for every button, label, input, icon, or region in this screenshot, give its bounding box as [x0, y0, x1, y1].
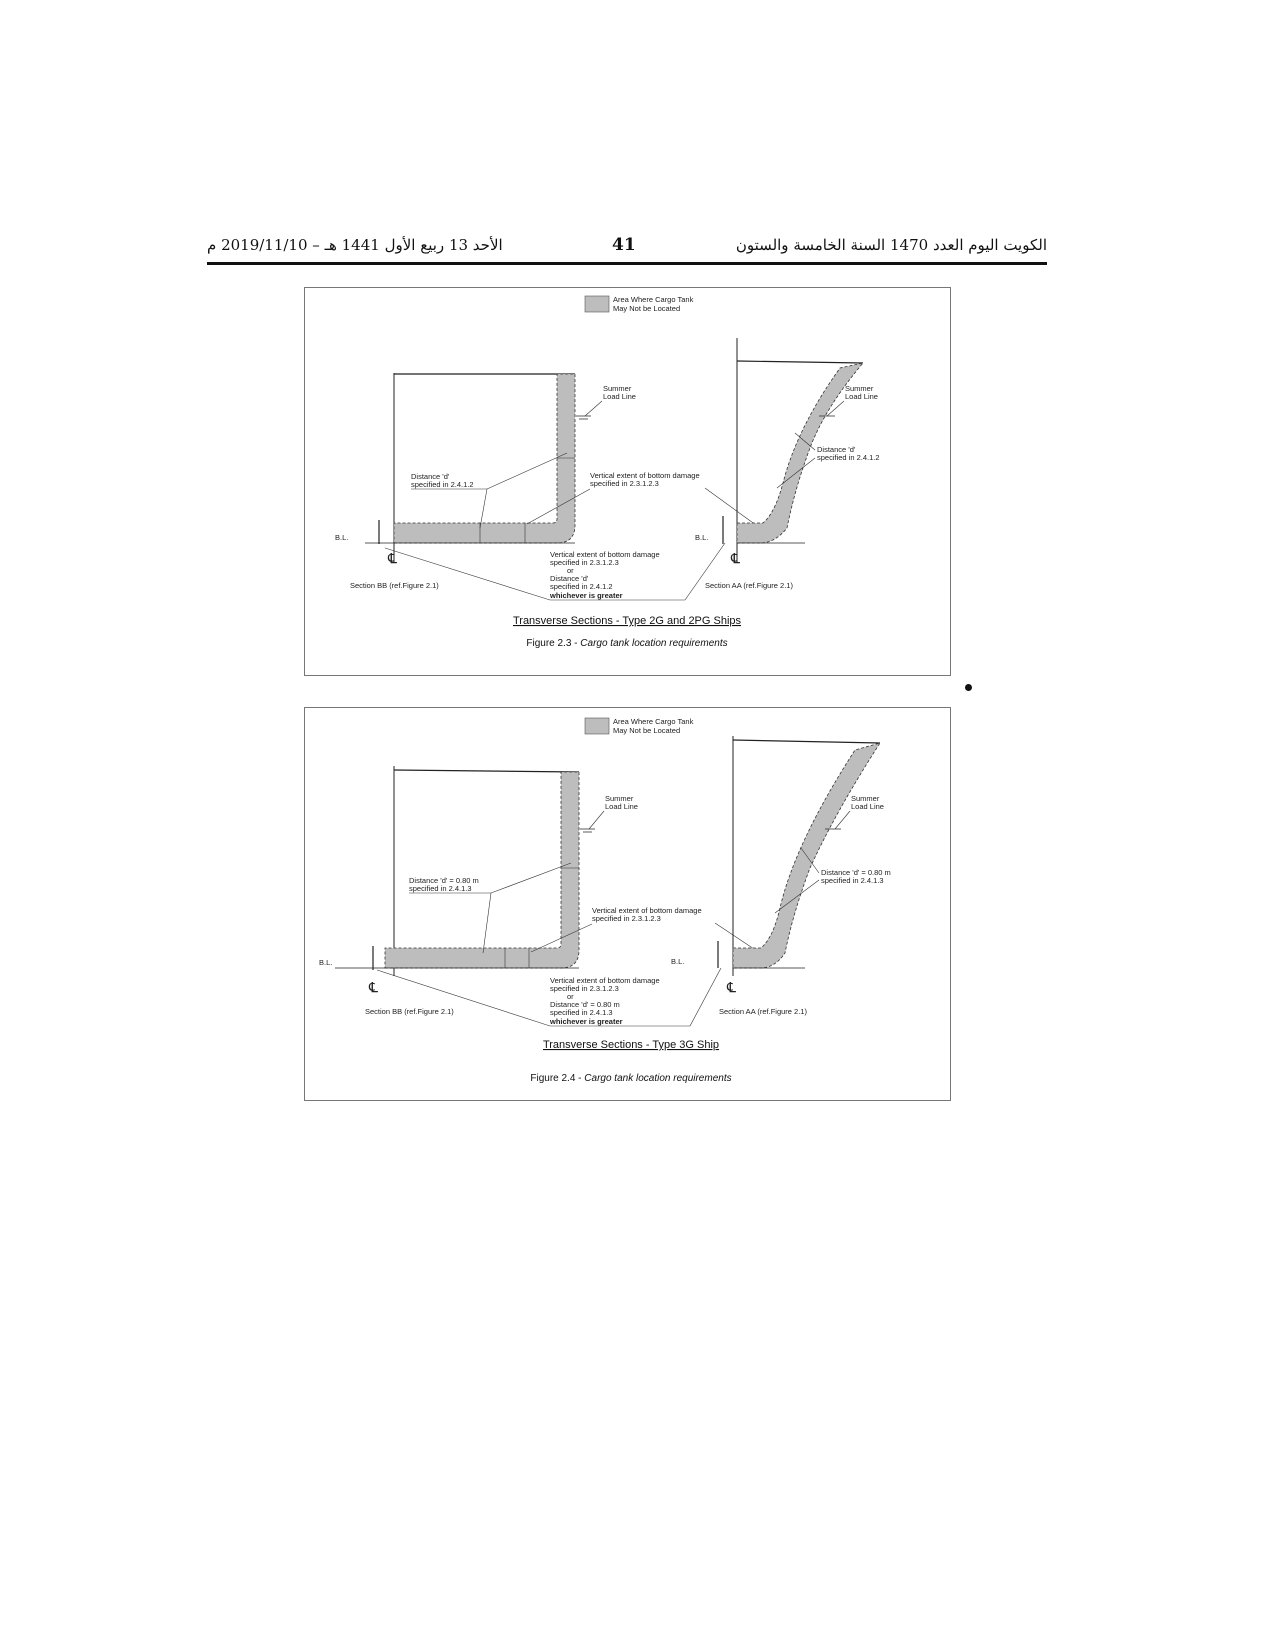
- center-note-whichever: whichever is greater: [550, 591, 623, 600]
- distance-leader-bb-2: [480, 489, 487, 528]
- section-bb-label: Section BB (ref.Figure 2.1): [350, 581, 439, 590]
- center-leader-left: [377, 970, 550, 1026]
- center-note-2: specified in 2.3.1.2.3: [550, 558, 619, 567]
- legend-swatch: [585, 296, 609, 312]
- summer-label-aa-1: Summer: [851, 794, 880, 803]
- figure-2-4: [304, 707, 951, 1101]
- centerline-symbol-bb: ℄: [388, 551, 397, 567]
- page-header: [207, 236, 1047, 260]
- center-note-5: specified in 2.4.1.2: [550, 582, 613, 591]
- figure-2-3: [304, 287, 951, 676]
- legend-line-2: May Not be Located: [613, 726, 681, 735]
- header-rule: [207, 262, 1047, 265]
- center-note-1: Vertical extent of bottom damage: [550, 550, 660, 559]
- center-note-1: Vertical extent of bottom damage: [550, 976, 660, 985]
- center-note-5: specified in 2.4.1.3: [550, 1008, 613, 1017]
- bl-label-aa: B.L.: [671, 957, 685, 966]
- vertical-extent-leader-aa: [705, 488, 760, 528]
- legend-line-1: Area Where Cargo Tank: [613, 717, 694, 726]
- summer-label-bb-1: Summer: [603, 384, 632, 393]
- bl-label-aa: B.L.: [695, 533, 709, 542]
- center-leader-right: [690, 968, 721, 1026]
- distance-leader-bb-1: [487, 453, 567, 489]
- deck-line-aa: [737, 361, 863, 363]
- summer-label-aa-2: Load Line: [845, 392, 878, 401]
- summer-label-aa-1: Summer: [845, 384, 874, 393]
- summer-leader-bb: [589, 811, 604, 829]
- legend-line-1: Area Where Cargo Tank: [613, 295, 694, 304]
- center-note-4: Distance 'd' = 0.80 m: [550, 1000, 620, 1009]
- summer-leader-bb: [585, 401, 602, 416]
- bl-label-bb: B.L.: [319, 958, 333, 967]
- section-aa-label: Section AA (ref.Figure 2.1): [719, 1007, 807, 1016]
- center-note-whichever: whichever is greater: [550, 1017, 623, 1026]
- page-number: 41: [612, 235, 636, 255]
- distance-label-bb-2: specified in 2.4.1.2: [411, 480, 474, 489]
- summer-label-bb-1: Summer: [605, 794, 634, 803]
- centerline-symbol-aa: ℄: [727, 980, 736, 996]
- distance-label-bb-1: Distance 'd': [411, 472, 450, 481]
- center-note-3: or: [567, 566, 574, 575]
- distance-label-aa-1: Distance 'd' = 0.80 m: [821, 868, 891, 877]
- figure-caption: Figure 2.3 - Cargo tank location requirements: [526, 638, 728, 649]
- vertical-extent-label-2: specified in 2.3.1.2.3: [592, 914, 661, 923]
- legend-swatch: [585, 718, 609, 734]
- distance-label-aa-2: specified in 2.4.1.3: [821, 876, 884, 885]
- header-date: الأحد 13 ربيع الأول 1441 هـ – 2019/11/10 م: [207, 236, 503, 254]
- distance-label-aa-2: specified in 2.4.1.2: [817, 453, 880, 462]
- distance-label-bb-1: Distance 'd' = 0.80 m: [409, 876, 479, 885]
- distance-leader-bb-2: [483, 893, 491, 953]
- summer-label-bb-2: Load Line: [603, 392, 636, 401]
- shaded-area-bb: [394, 374, 575, 543]
- figure-2-4-drawing: [305, 708, 950, 1100]
- figure-title: Transverse Sections - Type 3G Ship: [542, 1039, 720, 1051]
- center-note-4: Distance 'd': [550, 574, 589, 583]
- center-note-2: specified in 2.3.1.2.3: [550, 984, 619, 993]
- summer-label-aa-2: Load Line: [851, 802, 884, 811]
- deck-line-aa: [733, 740, 880, 743]
- figure-title: Transverse Sections - Type 2G and 2PG Ships: [512, 615, 742, 627]
- distance-leader-bb-1: [491, 863, 571, 893]
- vertical-extent-label-1: Vertical extent of bottom damage: [592, 906, 702, 915]
- center-note-3: or: [567, 992, 574, 1001]
- centerline-symbol-aa: ℄: [731, 551, 740, 567]
- distance-label-aa-1: Distance 'd': [817, 445, 856, 454]
- distance-label-bb-2: specified in 2.4.1.3: [409, 884, 472, 893]
- vertical-extent-label-1: Vertical extent of bottom damage: [590, 471, 700, 480]
- centerline-symbol-bb: ℄: [369, 980, 378, 996]
- bl-label-bb: B.L.: [335, 533, 349, 542]
- header-gazette-issue: الكويت اليوم العدد 1470 السنة الخامسة والستون: [735, 236, 1047, 254]
- bullet-dot: [965, 684, 972, 691]
- vertical-extent-label-2: specified in 2.3.1.2.3: [590, 479, 659, 488]
- legend-line-2: May Not be Located: [613, 304, 681, 313]
- shaded-area-bb: [385, 772, 579, 968]
- summer-label-bb-2: Load Line: [605, 802, 638, 811]
- center-leader-right: [685, 543, 725, 600]
- center-leader-left: [385, 548, 550, 600]
- section-bb-label: Section BB (ref.Figure 2.1): [365, 1007, 454, 1016]
- deck-line-bb: [394, 770, 579, 772]
- figure-caption: Figure 2.4 - Cargo tank location requirements: [530, 1073, 732, 1084]
- figure-2-3-drawing: [305, 288, 950, 675]
- section-aa-label: Section AA (ref.Figure 2.1): [705, 581, 793, 590]
